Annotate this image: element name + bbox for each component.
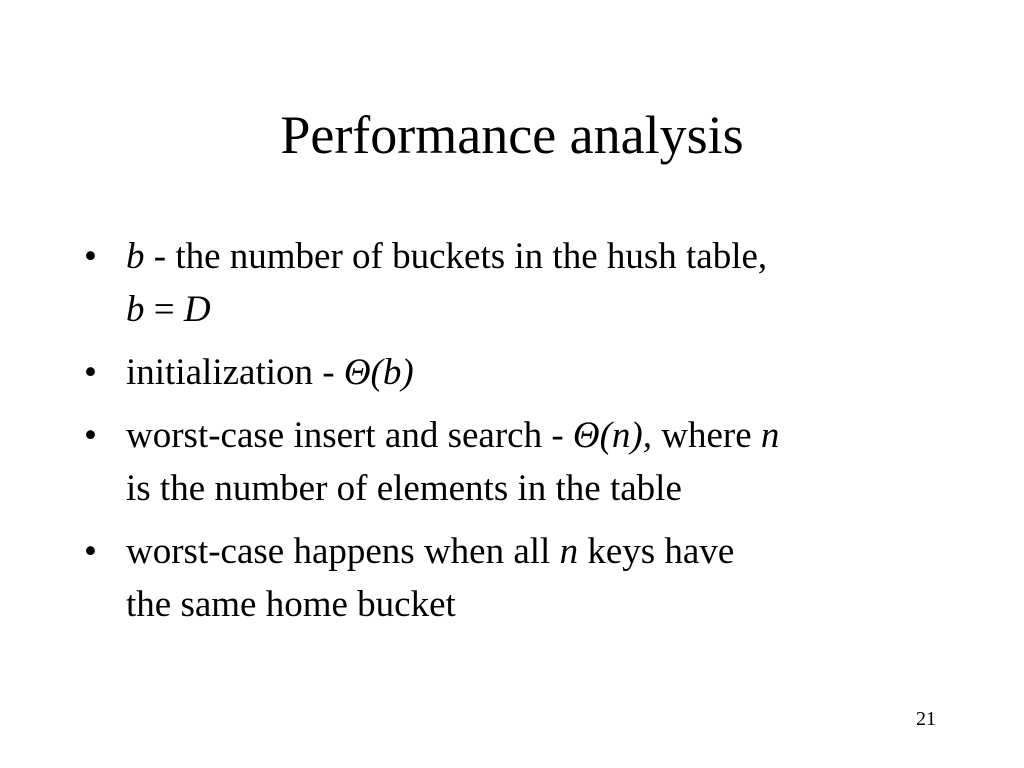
bullet-marker: •	[84, 352, 97, 393]
page-number: 21	[916, 708, 936, 730]
text-run: worst-case insert and search -	[126, 415, 573, 456]
bullet-marker: •	[84, 236, 97, 277]
bullet-text	[126, 531, 734, 625]
italic-run: b	[126, 236, 145, 277]
text-run: initialization -	[126, 352, 344, 393]
text-run: where	[652, 415, 761, 456]
text-run: the same home bucket	[126, 584, 456, 625]
bullet-marker: •	[84, 415, 97, 456]
italic-run: Θ(b)	[343, 352, 414, 393]
text-run: =	[144, 289, 184, 330]
bullet-marker: •	[84, 531, 97, 572]
text-run: - the number of buckets in the hush table,	[144, 236, 768, 277]
bullet-text	[126, 236, 767, 330]
italic-run: b	[126, 289, 145, 330]
bullet-item-buckets	[84, 230, 964, 336]
italic-run: n	[760, 415, 780, 456]
bullet-text	[126, 352, 414, 393]
bullet-text	[126, 415, 779, 509]
italic-run: n	[559, 531, 579, 572]
text-run: is the number of elements in the table	[126, 468, 682, 509]
italic-run: Θ(n),	[572, 415, 653, 456]
bullet-list	[84, 230, 964, 641]
text-run: keys have	[578, 531, 735, 572]
italic-run: D	[183, 289, 211, 330]
bullet-item-worst-case-insert	[84, 409, 964, 515]
text-run: worst-case happens when all	[126, 531, 560, 572]
bullet-item-initialization	[84, 346, 964, 399]
slide-title: Performance analysis	[280, 105, 744, 165]
bullet-item-worst-case-happens	[84, 525, 964, 631]
